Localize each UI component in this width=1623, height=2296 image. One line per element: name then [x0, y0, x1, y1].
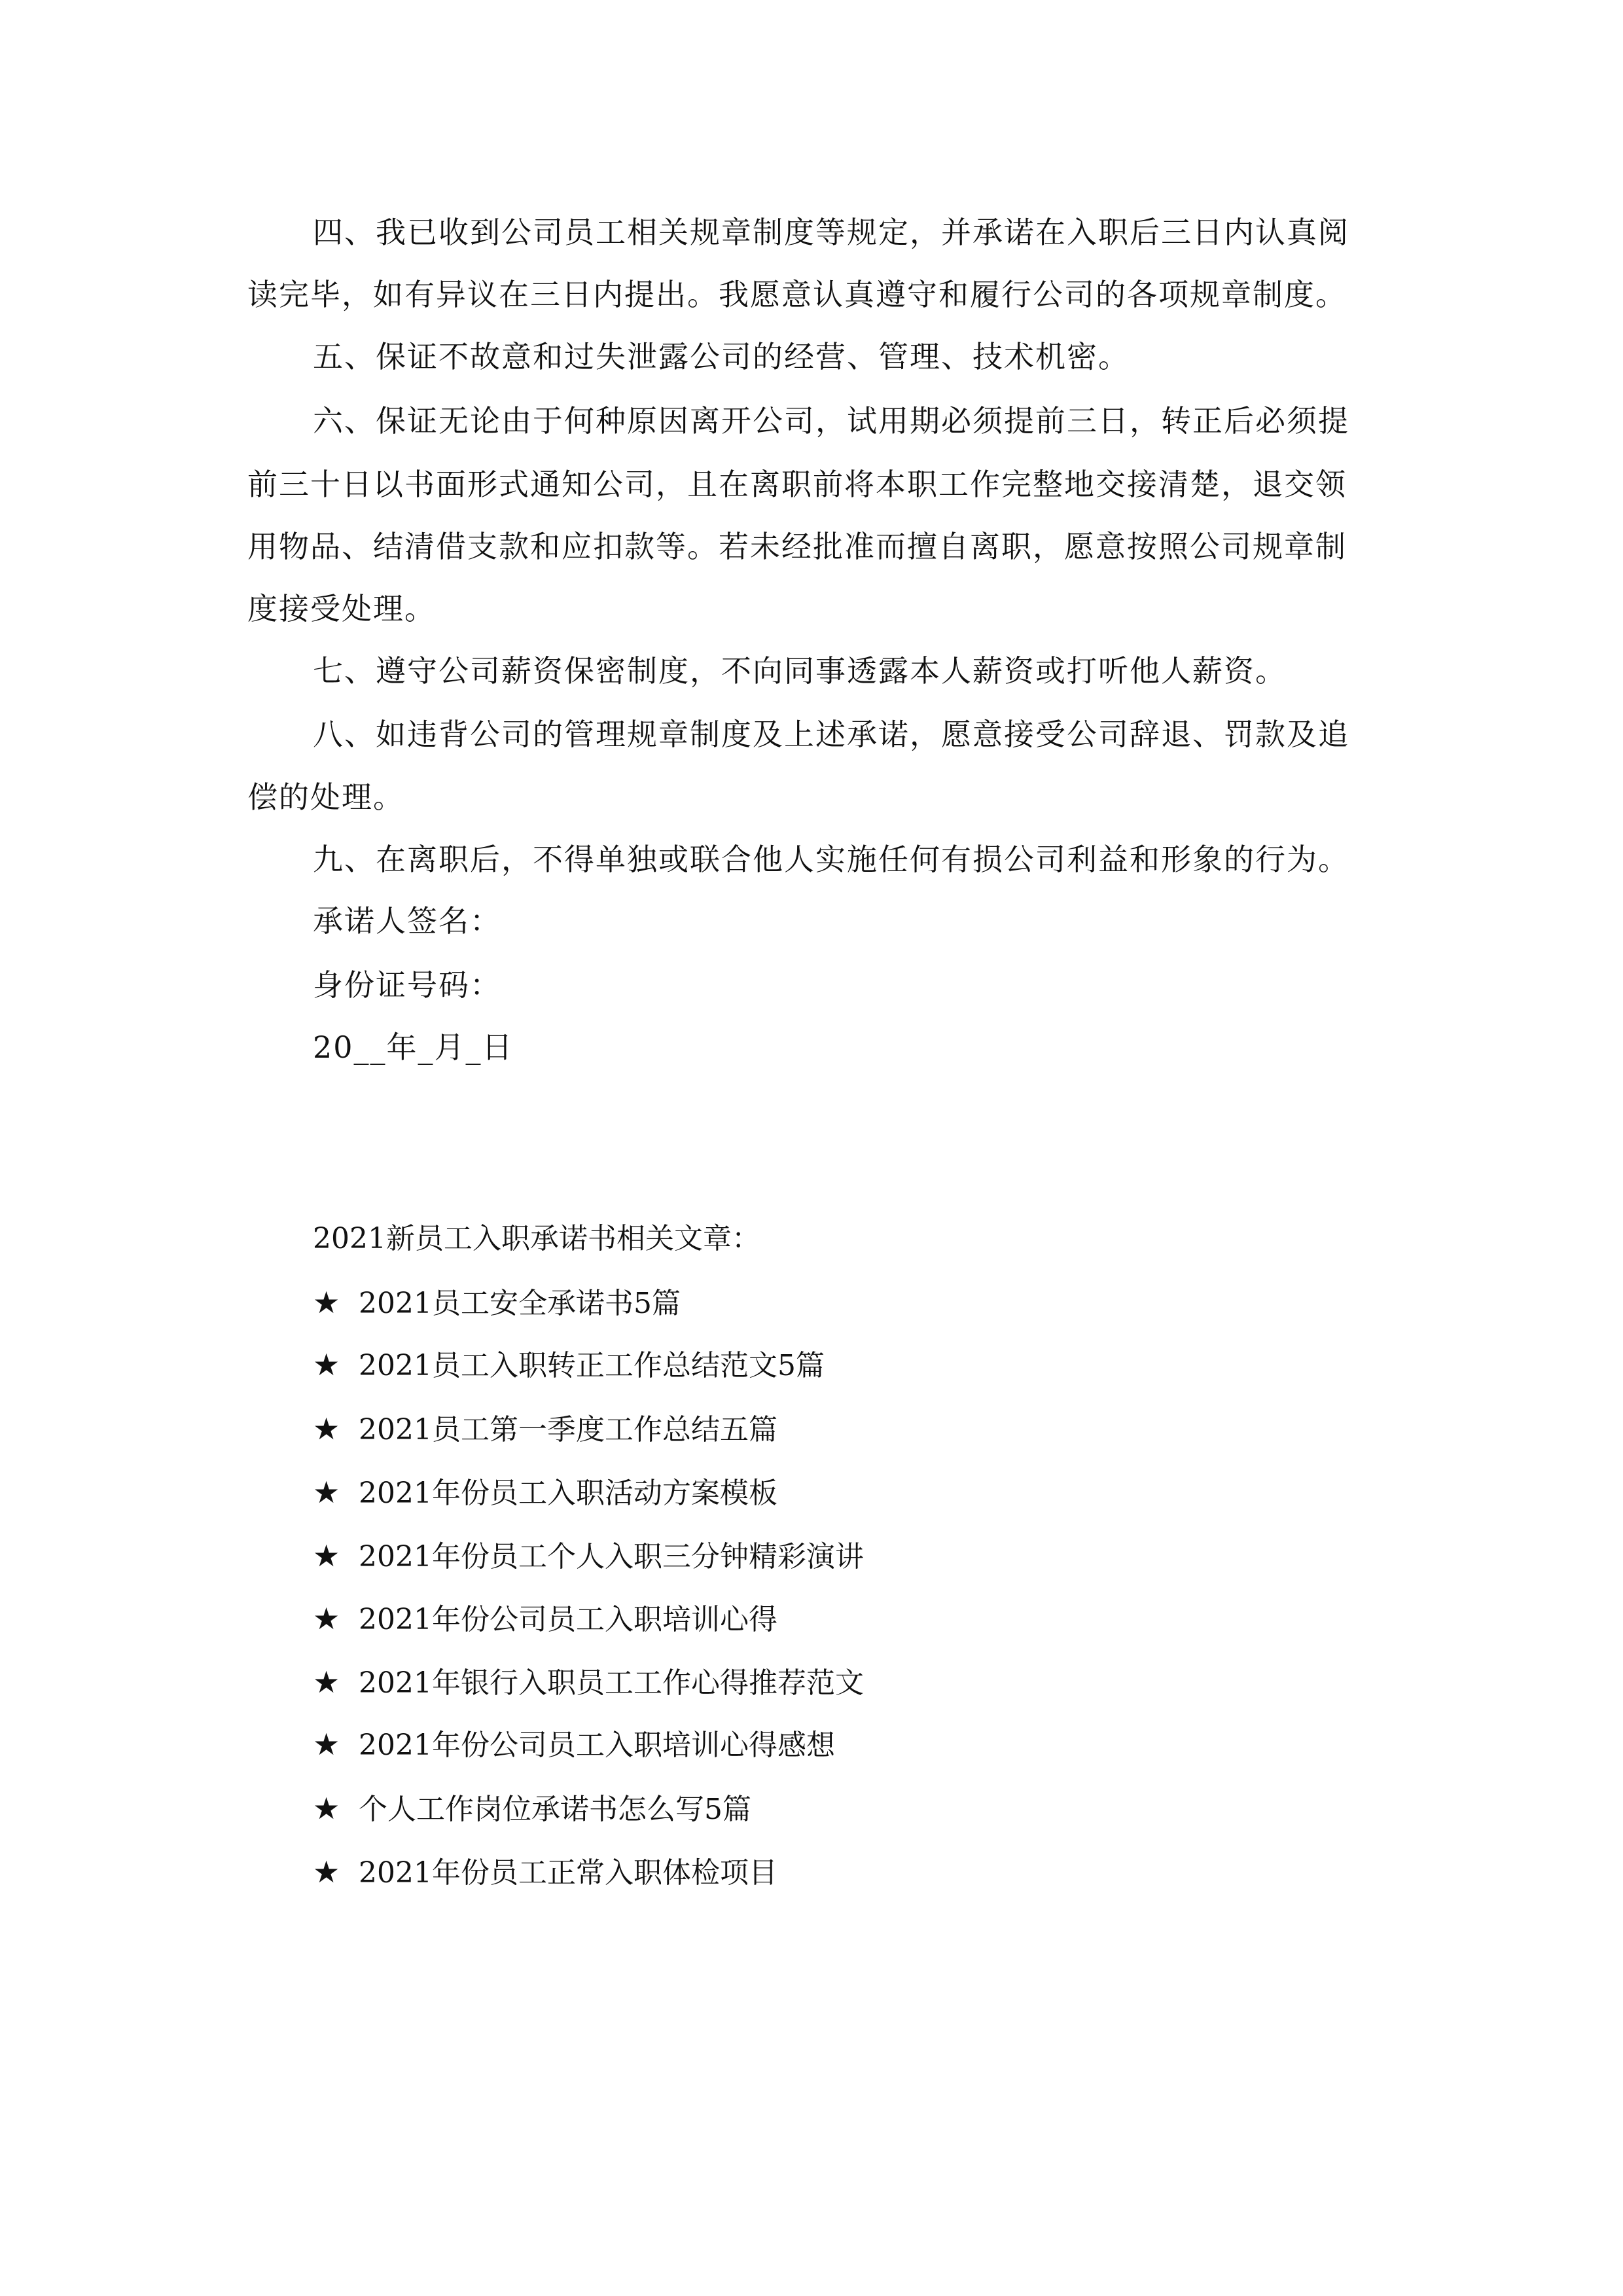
related-article-label: 2021员工第一季度工作总结五篇: [359, 1413, 777, 1446]
paragraph-6-line-3: 用物品、结清借支款和应扣款等。若未经批准而擅自离职，愿意按照公司规章制: [247, 529, 1347, 564]
star-icon: ★: [313, 1475, 340, 1510]
related-article-label: 2021年份员工入职活动方案模板: [359, 1477, 777, 1510]
related-article-label: 个人工作岗位承诺书怎么写5篇: [359, 1793, 751, 1826]
paragraph-4-line-2: 读完毕，如有异议在三日内提出。我愿意认真遵守和履行公司的各项规章制度。: [247, 277, 1347, 312]
related-article-link[interactable]: [313, 1725, 835, 1765]
star-icon: ★: [313, 1727, 340, 1762]
related-article-label: 2021员工入职转正工作总结范文5篇: [359, 1349, 825, 1382]
paragraph-8-line-2: 偿的处理。: [247, 780, 404, 815]
related-article-link[interactable]: [313, 1599, 777, 1640]
related-article-link[interactable]: [313, 1409, 777, 1450]
related-article-label: 2021员工安全承诺书5篇: [359, 1287, 681, 1320]
paragraph-6-line-2: 前三十日以书面形式通知公司，且在离职前将本职工作完整地交接清楚，退交领: [247, 467, 1347, 502]
paragraph-8-line-1: 八、如违背公司的管理规章制度及上述承诺，愿意接受公司辞退、罚款及追: [313, 717, 1349, 752]
related-article-link[interactable]: [313, 1789, 751, 1829]
date-line: 20__年_月_日: [313, 1030, 514, 1065]
related-articles-title: 2021新员工入职承诺书相关文章：: [313, 1222, 760, 1255]
related-article-link[interactable]: [313, 1662, 864, 1703]
paragraph-6-line-1: 六、保证无论由于何种原因离开公司，试用期必须提前三日，转正后必须提: [313, 403, 1349, 439]
paragraph-4-line-1: 四、我已收到公司员工相关规章制度等规定，并承诺在入职后三日内认真阅: [313, 215, 1349, 250]
star-icon: ★: [313, 1854, 340, 1890]
star-icon: ★: [313, 1347, 340, 1382]
star-icon: ★: [313, 1601, 340, 1636]
related-article-link[interactable]: [313, 1345, 825, 1386]
related-article-link[interactable]: [313, 1473, 777, 1513]
related-article-label: 2021年份员工个人入职三分钟精彩演讲: [359, 1540, 864, 1573]
related-article-link[interactable]: [313, 1852, 777, 1893]
paragraph-9-line-1: 九、在离职后，不得单独或联合他人实施任何有损公司利益和形象的行为。: [313, 842, 1349, 877]
paragraph-5-line-1: 五、保证不故意和过失泄露公司的经营、管理、技术机密。: [313, 339, 1130, 374]
star-icon: ★: [313, 1285, 340, 1320]
related-article-link[interactable]: [313, 1536, 864, 1577]
paragraph-6-line-4: 度接受处理。: [247, 591, 436, 626]
star-icon: ★: [313, 1538, 340, 1573]
paragraph-7-line-1: 七、遵守公司薪资保密制度，不向同事透露本人薪资或打听他人薪资。: [313, 653, 1287, 689]
related-article-label: 2021年份公司员工入职培训心得: [359, 1603, 777, 1636]
star-icon: ★: [313, 1411, 340, 1446]
related-article-label: 2021年银行入职员工工作心得推荐范文: [359, 1666, 864, 1700]
star-icon: ★: [313, 1664, 340, 1700]
id-number-label: 身份证号码：: [313, 967, 501, 1003]
related-article-label: 2021年份公司员工入职培训心得感想: [359, 1729, 835, 1762]
related-article-label: 2021年份员工正常入职体检项目: [359, 1856, 777, 1890]
signer-label: 承诺人签名：: [313, 903, 501, 939]
related-article-link[interactable]: [313, 1283, 681, 1323]
star-icon: ★: [313, 1791, 340, 1826]
